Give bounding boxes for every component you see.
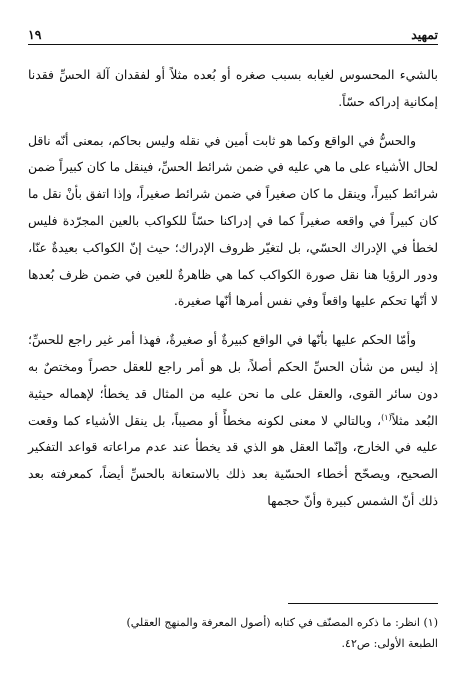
paragraph-3: وأمّا الحكم عليها بأنّها في الواقع كبيرةٌ أو صغيرةٌ، فهذا أمر غير راجع للحسِّ؛ إذ ليس من شأن الحسِّ الحكم أصلاً، بل هو أمر راجع للعقل حصراً ومختصٌ به دون سائر القوى، والعقل على ما نحن عليه من المثال قد يخطأ؛ لإهماله حيثية البُعد مثلاً$^{(١)}$، وبالتالي لا معنى لكونه مخطأً أو مصيباً، بل ينقل الأشياء كما وقعت عليه في الخارج، وإنّما العقل هو الذي قد يخطأ عند عدم مراعاته قواعد التفكير الصحيح، ويصحّح أخطاء الحسّية بعد ذلك بالاستعانة بالحسِّ أيضاً، كمعرفته بعد ذلك أنّ الشمس كبيرة وأنّ حجمها [28, 332, 438, 508]
paragraph-1: بالشيء المحسوس لغيابه بسبب صغره أو بُعده مثلاً أو لفقدان آلة الحسِّ فقدنا إمكانية إدراكه حسّاً. [28, 67, 439, 109]
book-page [28, 22, 438, 662]
footnote-separator [288, 603, 438, 604]
footnote-1 [28, 612, 438, 654]
page-body [28, 62, 438, 527]
footnote-line: (١) انظر: ما ذكره المصنّف في كتابه (أصول المعرفة والمنهج العقلي) [126, 616, 438, 629]
header-rule [28, 44, 438, 45]
page-header [28, 22, 438, 42]
footnote-ref-1[interactable]: (١) [381, 412, 392, 422]
paragraph-2: والحسُّ في الواقع وكما هو ثابت أمين في نقله وليس بحاكم، بمعنى أنّه ناقل لحال الأشياء على ما هي عليه في ضمن شرائط الحسِّ، فينقل ما كان كبيراً ضمن شرائط كبيراً، وينقل ما كان صغيراً في ضمن شرائط صغيراً، وإذا اتفق بأنْ نقل ما كان كبيراً في واقعه صغيراً كما في إدراكنا حسّاً للكواكب بالعين المجرّدة فليس لخطأ في الإدراك الحسّي، بل لتغيّر ظروف الإدراك؛ حيث إنّ الكواكب بعيدةٌ عنّا، ودور الرؤيا هنا نقل صورة الكواكب كما هي ظاهرةٌ للعين في ضمن ظرف بُعدها لا أنّها تحكم عليها واقعاً وفي نفس أمرها أنّها صغيرة. [28, 132, 438, 309]
section-title: تمهيد [411, 27, 438, 42]
page-number: ١٩ [28, 27, 42, 42]
footnote-line: الطبعة الأولى: ص٤٢. [341, 637, 438, 650]
